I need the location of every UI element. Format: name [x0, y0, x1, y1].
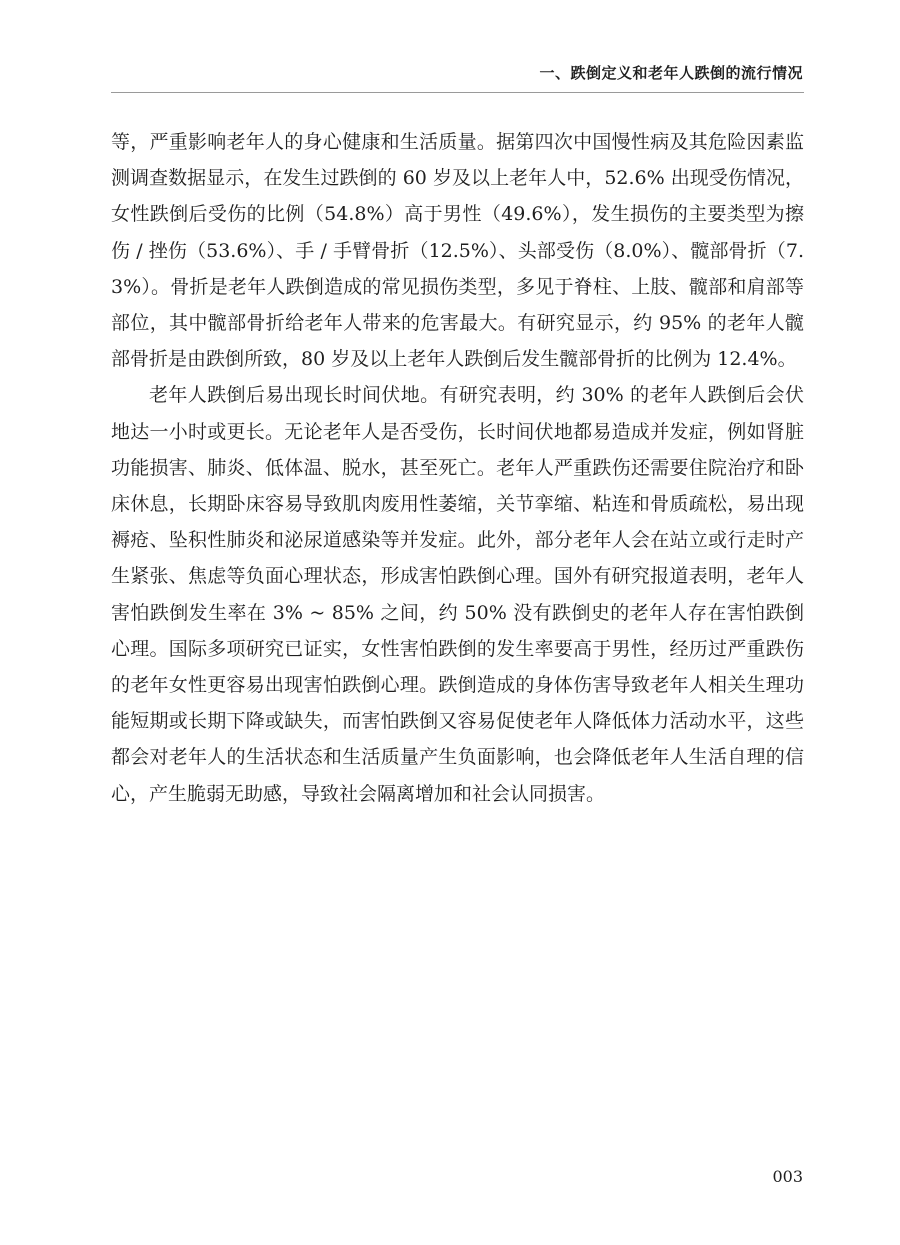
header-rule: [111, 92, 804, 93]
paragraph-lying-on-floor: 老年人跌倒后易出现长时间伏地。有研究表明，约 30% 的老年人跌倒后会伏地达一小时或更长。无论老年人是否受伤，长时间伏地都易造成并发症，例如肾脏功能损害、肺炎、低体温、脱水，甚至死亡。老年人严重跌伤还需要住院治疗和卧床休息，长期卧床容易导致肌肉废用性萎缩，关节挛缩、粘连和骨质疏松，易出现褥疮、坠积性肺炎和泌尿道感染等并发症。此外，部分老年人会在站立或行走时产生紧张、焦虑等负面心理状态，形成害怕跌倒心理。国外有研究报道表明，老年人害怕跌倒发生率在 3% ~ 85% 之间，约 50% 没有跌倒史的老年人存在害怕跌倒心理。国际多项研究已证实，女性害怕跌倒的发生率要高于男性，经历过严重跌伤的老年女性更容易出现害怕跌倒心理。跌倒造成的身体伤害导致老年人相关生理功能短期或长期下降或缺失，而害怕跌倒又容易促使老年人降低体力活动水平，这些都会对老年人的生活状态和生活质量产生负面影响，也会降低老年人生活自理的信心，产生脆弱无助感，导致社会隔离增加和社会认同损害。: [111, 384, 804, 805]
body-text: [111, 124, 804, 812]
page-number: 003: [772, 1167, 803, 1186]
running-header: 一、跌倒定义和老年人跌倒的流行情况: [539, 64, 803, 82]
paragraph-continuation: 等，严重影响老年人的身心健康和生活质量。据第四次中国慢性病及其危险因素监测调查数据显示，在发生过跌倒的 60 岁及以上老年人中，52.6% 出现受伤情况，女性跌倒后受伤的比例（54.8%）高于男性（49.6%），发生损伤的主要类型为擦伤 / 挫伤（53.6%）、手 / 手臂骨折（12.5%）、头部受伤（8.0%）、髋部骨折（7.3%）。骨折是老年人跌倒造成的常见损伤类型，多见于脊柱、上肢、髋部和肩部等部位，其中髋部骨折给老年人带来的危害最大。有研究显示，约 95% 的老年人髋部骨折是由跌倒所致，80 岁及以上老年人跌倒后发生髋部骨折的比例为 12.4%。: [111, 131, 804, 371]
